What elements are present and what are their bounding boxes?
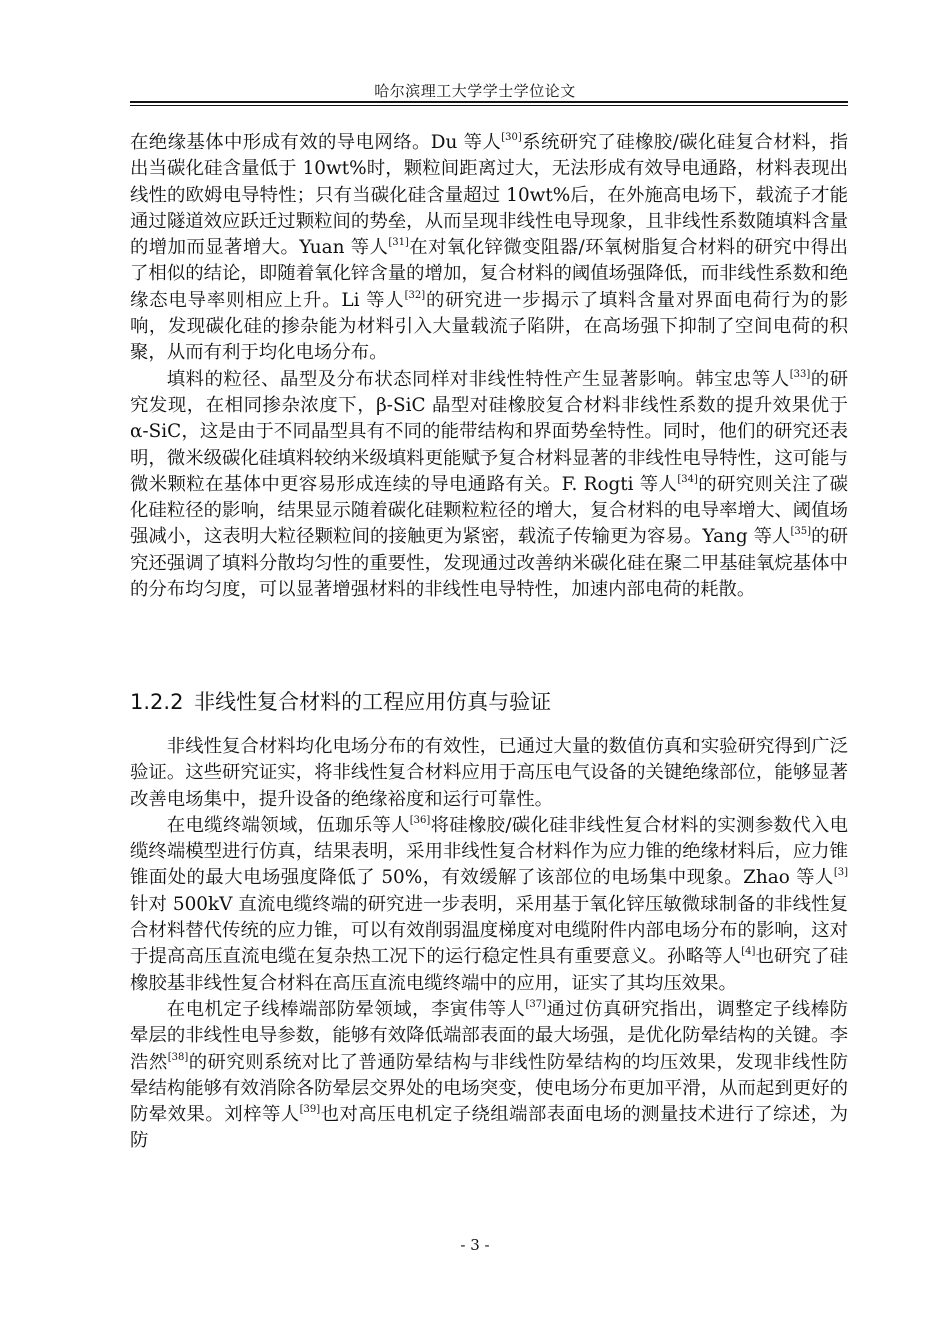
page-number: - 3 - xyxy=(460,1236,490,1254)
body-text-bottom xyxy=(130,734,848,1155)
paragraph-text: 针对 500kV 直流电缆终端的研究进一步表明，采用基于氧化锌压敏微球制备的非线性复合材料替代传统的应力锥，可以有效削弱温度梯度对电缆附件内部电场分布的影响，这对于提高高压直流电缆在复杂热工况下的运行稳定性具有重要意义。孙略等人 xyxy=(130,893,848,968)
paragraph-text: 的研究还强调了填料分散均匀性的重要性，发现通过改善纳米碳化硅在聚二甲基硅氧烷基体中的分布均匀度，可以显著增强材料的非线性电导特性，加速内部电荷的耗散。 xyxy=(130,526,848,601)
paragraph-text: 也研究了硅橡胶基非线性复合材料在高压直流电缆终端中的应用，证实了其均压效果。 xyxy=(130,946,848,994)
paragraph xyxy=(130,813,848,997)
running-header: 哈尔滨理工大学学士学位论文 xyxy=(374,82,576,100)
citation-ref: [38] xyxy=(167,1051,189,1063)
citation-ref: [36] xyxy=(409,814,431,826)
paragraph-text: 在电缆终端领域，伍珈乐等人 xyxy=(166,814,410,836)
paragraph-text: 系统研究了硅橡胶/碳化硅复合材料，指出当碳化硅含量低于 10wt%时，颗粒间距离过大，无法形成有效导电通路，材料表现出线性的欧姆电导特性；只有当碳化硅含量超过 10wt%后，在外施高电场下，载流子才能通过隧道效应跃迁过颗粒间的势垒，从而呈现非线性电导现象，且非线性系数随填料含量的增加而显著增大。Yuan 等人 xyxy=(130,132,848,259)
paragraph-text: 的研究则系统对比了普通防晕结构与非线性防晕结构的均压效果，发现非线性防晕结构能够有效消除各防晕层交界处的电场突变，使电场分布更加平滑，从而起到更好的防晕效果。刘梓等人 xyxy=(130,1051,848,1126)
paragraph-text: 在绝缘基体中形成有效的导电网络。Du 等人 xyxy=(130,132,502,153)
citation-ref: [32] xyxy=(404,289,426,301)
citation-ref: [30] xyxy=(501,132,522,143)
section-heading xyxy=(130,686,848,716)
paragraph xyxy=(130,130,848,367)
paragraph-text: 通过仿真研究指出，调整定子线棒防晕层的非线性电导参数，能够有效降低端部表面的最大场强，是优化防晕结构的关键。李浩然 xyxy=(130,998,848,1073)
citation-ref: [31] xyxy=(388,237,409,249)
paragraph xyxy=(130,997,848,1155)
citation-ref: [39] xyxy=(299,1104,321,1116)
paragraph-text: 非线性复合材料均化电场分布的有效性，已通过大量的数值仿真和实验研究得到广泛验证。这些研究证实，将非线性复合材料应用于高压电气设备的关键绝缘部位，能够显著改善电场集中，提升设备的绝缘裕度和运行可靠性。 xyxy=(130,736,848,810)
section-number: 1.2.2 xyxy=(130,690,184,714)
paragraph xyxy=(130,734,848,813)
paragraph-text: 的研究则关注了碳化硅粒径的影响，结果显示随着碳化硅颗粒粒径的增大，复合材料的电导率增大、阈值场强减小，这表明大粒径颗粒间的接触更为紧密，载流子传输更为容易。Yang 等人 xyxy=(130,473,848,548)
section-title: 非线性复合材料的工程应用仿真与验证 xyxy=(194,690,552,714)
body-text-top xyxy=(130,130,848,603)
paragraph xyxy=(130,367,848,604)
paragraph-text: 在对氧化锌微变阻器/环氧树脂复合材料的研究中得出了相似的结论，即随着氧化锌含量的增加，复合材料的阈值场强降低，而非线性系数和绝缘态电导率则相应上升。Li 等人 xyxy=(130,237,848,311)
paragraph-text: 填料的粒径、晶型及分布状态同样对非线性特性产生显著影响。韩宝忠等人 xyxy=(166,368,790,390)
paragraph-text: 的研究发现，在相同掺杂浓度下，β-SiC 晶型对硅橡胶复合材料非线性系数的提升效果优于 α-SiC，这是由于不同晶型具有不同的能带结构和界面势垒特性。同时，他们的研究还表明，微米级碳化硅填料较纳米级填料更能赋予复合材料显著的非线性电导特性，这可能与微米颗粒在基体中更容易形成连续的导电通路有关。F. Rogti 等人 xyxy=(130,368,848,495)
paragraph-text: 在电机定子线棒端部防晕领域，李寅伟等人 xyxy=(166,998,526,1020)
citation-ref: [33] xyxy=(789,368,811,380)
citation-ref: [37] xyxy=(525,998,546,1010)
citation-ref: [4] xyxy=(741,946,756,958)
paragraph-text: 的研究进一步揭示了填料含量对界面电荷行为的影响，发现碳化硅的掺杂能为材料引入大量载流子陷阱，在高场强下抑制了空间电荷的积聚，从而有利于均化电场分布。 xyxy=(130,289,848,364)
paragraph-text: 将硅橡胶/碳化硅非线性复合材料的实测参数代入电缆终端模型进行仿真，结果表明，采用非线性复合材料作为应力锥的绝缘材料后，应力锥锥面处的最大电场强度降低了 50%，有效缓解了该部位的电场集中现象。Zhao 等人 xyxy=(130,814,848,889)
header-rule-thin xyxy=(130,105,848,106)
header-rule-thick xyxy=(130,101,848,103)
paragraph-text: 也对高压电机定子绕组端部表面电场的测量技术进行了综述，为防 xyxy=(130,1104,848,1152)
citation-ref: [35] xyxy=(790,526,812,538)
citation-ref: [3] xyxy=(833,867,848,879)
citation-ref: [34] xyxy=(677,473,698,485)
